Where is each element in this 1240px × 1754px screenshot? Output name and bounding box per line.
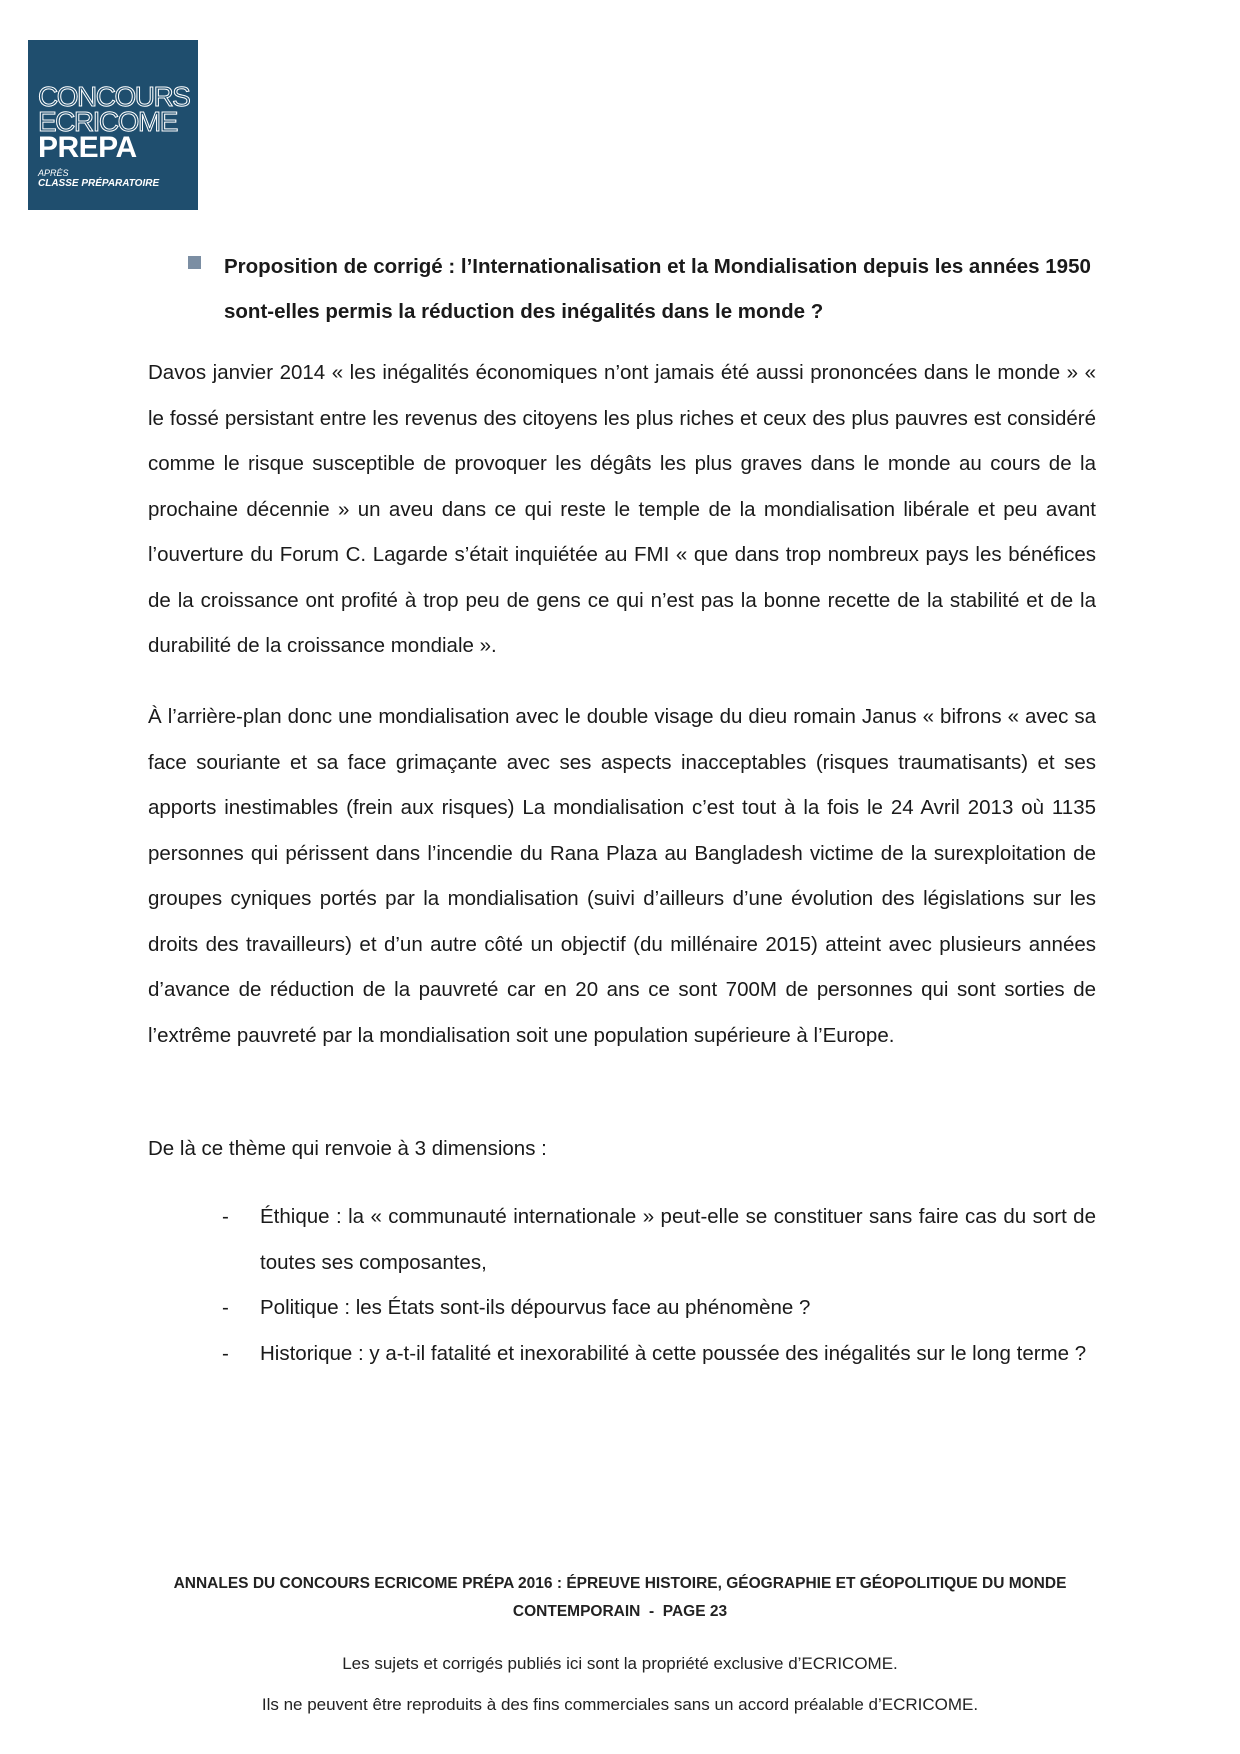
footer-copyright-note: Les sujets et corrigés publiés ici sont la propriété exclusive d’ECRICOME. [342,1654,898,1673]
footer-title [150,1570,1090,1626]
logo-line-concours: CONCOURS [38,81,190,112]
paragraph-dimensions-intro: De là ce thème qui renvoie à 3 dimensions : [148,1137,547,1160]
logo-line-prepa: PREPA [38,131,137,164]
paragraph-janus: À l’arrière-plan donc une mondialisation avec le double visage du dieu romain Janus « bifrons « avec sa face souriante et sa face grimaçante avec ses aspects inacceptables (risques traumatisants) et ses apports inestimables (frein aux risques) La mondialisation c’est tout à la fois le 24 Avril 2013 où 1135 personnes qui périssent dans l’incendie du Rana Plaza au Bangladesh victime de la surexploitation de groupes cyniques portés par la mondialisation (suivi d’ailleurs d’une évolution des législations sur les droits des travailleurs) et d’un autre côté un objectif (du millénaire 2015) atteint avec plusieurs années d’avance de réduction de la pauvreté car en 20 ans ce sont 700M de personnes qui sont sorties de l’extrême pauvreté par la mondialisation soit une population supérieure à l’Europe. [148,705,1096,1047]
footer-title-line1: ANNALES DU CONCOURS ECRICOME PRÉPA 2016 : ÉPREUVE HISTOIRE, GÉOGRAPHIE ET GÉOPOLITIQUE DU MONDE [173,1575,1067,1592]
paragraph-davos: Davos janvier 2014 « les inégalités économiques n’ont jamais été aussi prononcées dans le monde » « le fossé persistant entre les revenus des citoyens les plus riches et ceux des plus pauvres est considéré comme le risque susceptible de provoquer les dégâts les plus graves dans le monde au cours de la prochaine décennie » un aveu dans ce qui reste le temple de la mondialisation libérale et peu avant l’ouverture du Forum C. Lagarde s’était inquiétée au FMI « que dans trop nombreux pays les bénéfices de la croissance ont profité à trop peu de gens ce qui n’est pas la bonne recette de la stabilité et de la durabilité de la croissance mondiale ». [148,361,1096,657]
square-bullet-icon [188,256,201,269]
ecricome-logo [28,40,198,210]
list-item-text: Politique : les États sont-ils dépourvus face au phénomène ? [260,1296,811,1319]
list-item-text: Éthique : la « communauté internationale » peut-elle se constituer sans faire cas du sort de toutes ses composantes, [260,1205,1096,1274]
dash-bullet: - [222,1205,229,1228]
dimensions-list [148,1194,1096,1376]
logo-line-classe: CLASSE PRÉPARATOIRE [38,178,160,189]
list-item [148,1331,1096,1377]
list-item [148,1285,1096,1331]
section-heading: Proposition de corrigé : l’Internationalisation et la Mondialisation depuis les années 1950 sont-elles permis la réduction des inégalités dans le monde ? [224,255,1091,323]
footer-reproduction-note: Ils ne peuvent être reproduits à des fins commerciales sans un accord préalable d’ECRICOME. [261,1695,979,1714]
logo-line-apres: APRÈS [38,168,69,178]
list-item-text: Historique : y a-t-il fatalité et inexorabilité à cette poussée des inégalités sur le long terme ? [260,1341,1087,1365]
footer-title-line2: CONTEMPORAIN - PAGE 23 [512,1603,728,1620]
list-item [148,1194,1096,1285]
dash-bullet: - [222,1341,229,1365]
dash-bullet: - [222,1296,229,1319]
logo-line-ecricome: ECRICOME [38,106,177,137]
